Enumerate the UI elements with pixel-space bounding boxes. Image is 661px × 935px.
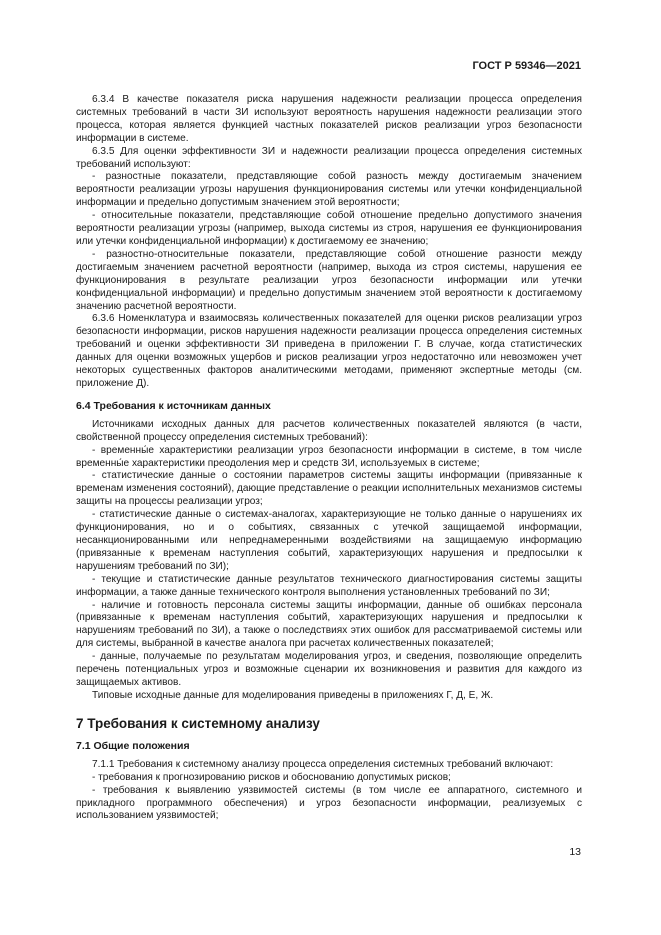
paragraph-6-3-4: 6.3.4 В качестве показателя риска нарушения надежности реализации процесса определения системных требований в части ЗИ используют вероятность нарушения надежности реализации этого процесса, которая является функцией частных показателей рисков реализации угроз безопасности информации в системе. (76, 94, 582, 144)
section-heading-7-1: 7.1 Общие положения (76, 739, 190, 752)
list-item-relative-indicators: - относительные показатели, представляющие собой отношение предельно допустимого значения вероятности реализации угрозы (например, выхода системы из строя, нарушения ее функционирования или утечки конфиденциальной информации) к достигаемому ее значению; (76, 210, 582, 247)
list-item-diagnostics-data: - текущие и статистические данные результатов технического диагностирования системы защиты информации, а также данные технического контроля выполнения установленных требований по ЗИ; (76, 573, 582, 598)
list-item-risk-forecasting: - требования к прогнозированию рисков и обоснованию допустимых рисков; (92, 771, 451, 783)
standard-header: ГОСТ Р 59346—2021 (472, 60, 581, 72)
paragraph-6-3-6: 6.3.6 Номенклатура и взаимосвязь количественных показателей для оценки рисков реализации угроз безопасности информации, рисков нарушения надежности реализации процесса определения системных требований и оценки эффективности ЗИ приведена в приложении Г. В случае, когда статистических данных для оценки возможных ущербов и рисков реализации угроз недостаточно или невозможен учет некоторых существенных факторов аналитическими методами, применяют экспертные методы (см. приложение Д). (76, 313, 582, 389)
list-item-personnel-data: - наличие и готовность персонала системы защиты информации, данные об ошибках персонала (привязанные к временам наступления событий, характеризующих нарушения и предпосылки к нарушениям требований по ЗИ), а также о последствиях этих ошибок для рассматриваемой системы или для системы, выбранной в качестве аналога при расчетах количественных показателей; (76, 599, 582, 650)
list-item-time-characteristics: - временны́е характеристики реализации угроз безопасности информации в системе, в том числе временны́е характеристики преодоления мер и средств ЗИ, используемых в системе; (76, 444, 582, 469)
document-body (76, 94, 582, 823)
list-item-threat-modeling-data: - данные, получаемые по результатам моделирования угроз, и сведения, позволяющие определить перечень потенциальных угроз и возможные сценарии их возникновения и развития для каждого из защищаемых активов. (76, 651, 582, 688)
paragraph-typical-initial-data: Типовые исходные данные для моделирования приведены в приложениях Г, Д, Е, Ж. (92, 689, 494, 701)
section-heading-6-4: 6.4 Требования к источникам данных (76, 399, 271, 412)
section-heading-7: 7 Требования к системному анализу (76, 715, 320, 731)
paragraph-7-1-1: 7.1.1 Требования к системному анализу процесса определения системных требований включают: (92, 758, 554, 770)
page-number: 13 (569, 846, 581, 858)
list-item-difference-indicators: - разностные показатели, представляющие собой разность между достигаемым значением вероятности реализации угрозы нарушения функционирования системы или утечки конфиденциальной информации и предельно допустимым значением этой вероятности; (76, 171, 582, 209)
list-item-analog-systems-data: - статистические данные о системах-аналогах, характеризующие не только данные о нарушениях их функционирования, но и о событиях, связанных с утечкой защищаемой информации, несанкционированными или непреднамеренными воздействиями на защищаемую информацию (привязанные к временам наступления событий, характеризующих нарушения и предпосылки к нарушениям требований по ЗИ); (76, 509, 582, 572)
list-item-vulnerability-detection: - требования к выявлению уязвимостей системы (в том числе ее аппаратного, системного и прикладного программного обеспечения) и угроз безопасности информации, реализуемых с использованием уязвимостей; (76, 784, 582, 822)
list-item-difference-relative-indicators: - разностно-относительные показатели, представляющие собой отношение разности между достигаемым значением расчетной вероятности (например, выхода из строя системы, нарушения ее функционирования в результате реализации угроз безопасности информации или утечки конфиденциальной информации) и предельно допустимым значением этой вероятности к достигаемому значению расчетной вероятности. (76, 248, 582, 312)
paragraph-data-sources-intro: Источниками исходных данных для расчетов количественных показателей являются (в части, свойственной процессу определения системных требований): (76, 418, 582, 443)
list-item-statistical-state-data: - статистические данные о состоянии параметров системы защиты информации (привязанные к временам изменения состояний), дающие представление о реакции исполнительных механизмов системы защиты на процессы реализации угроз; (76, 470, 582, 508)
paragraph-6-3-5: 6.3.5 Для оценки эффективности ЗИ и надежности реализации процесса определения системных требований используют: (76, 145, 582, 170)
